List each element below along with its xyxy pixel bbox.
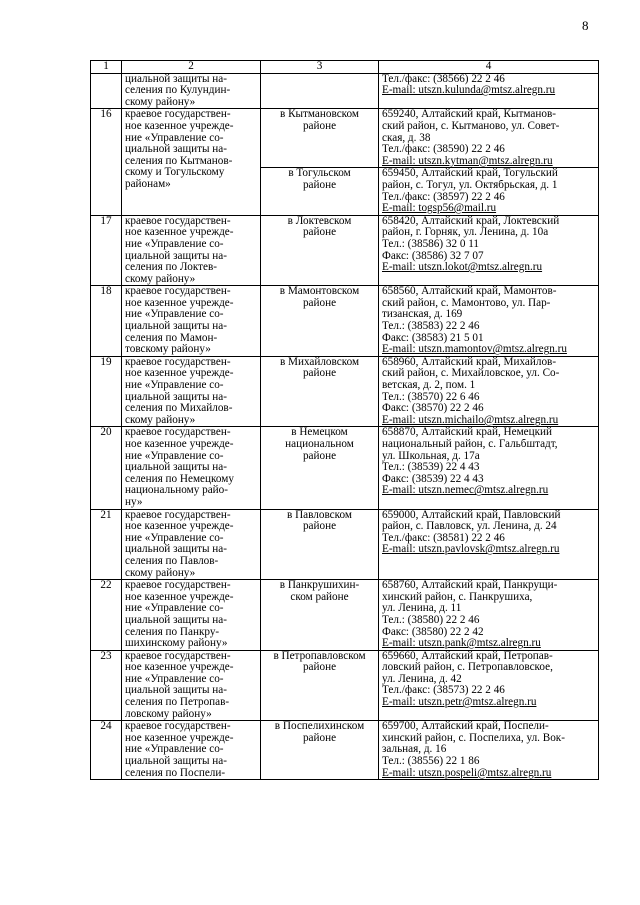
address-line: ул. Ленина, д. 42 (382, 673, 462, 685)
territory-line: ском районе (290, 591, 349, 603)
address-line: хинский район, с. Панкрушиха, (382, 591, 533, 603)
table-row (91, 721, 599, 780)
territory-line: в Петропавловском (273, 650, 366, 662)
email-line: E-mail: utszn.michailo@mtsz.alregn.ru (382, 414, 559, 426)
address-cell (379, 721, 599, 780)
organization-line: краевое государствен- (125, 215, 231, 227)
row-number-cell: 18 (91, 286, 122, 357)
organization-cell (122, 286, 261, 357)
organization-line: циальной защиты на- (125, 391, 227, 403)
address-cell (379, 356, 599, 427)
address-line: 659000, Алтайский край, Павловский (382, 509, 561, 521)
organization-cell (122, 215, 261, 286)
territory-cell (261, 73, 379, 109)
organization-line: циальной защиты на- (125, 462, 227, 474)
row-number-cell: 20 (91, 427, 122, 509)
organization-line: ное казенное учрежде- (125, 732, 234, 744)
territory-line: районе (302, 179, 337, 191)
organization-line: селения по Павлов- (125, 555, 219, 567)
territory-cell (261, 215, 379, 286)
organization-line: краевое государствен- (125, 109, 231, 121)
page-number: 8 (582, 18, 589, 33)
address-line: Тел.: (38539) 22 4 43 (382, 462, 480, 474)
territory-cell (261, 721, 379, 780)
organization-line: ну» (125, 496, 143, 508)
organization-line: селения по Поспели- (125, 767, 226, 779)
email-line: E-mail: utszn.mamontov@mtsz.alregn.ru (382, 344, 567, 356)
address-line: Факс: (38586) 32 7 07 (382, 250, 484, 262)
organization-line: ние «Управление со- (125, 744, 224, 756)
territory-line: в Кытмановском (279, 109, 359, 121)
address-line: зальная, д. 16 (382, 744, 447, 756)
address-line: национальный район, с. Гальбштадт, (382, 439, 558, 450)
address-line: ский район, с. Михайловское, ул. Со- (382, 368, 560, 380)
organization-line: краевое государствен- (125, 721, 231, 733)
organization-line: селения по Кытманов- (125, 155, 233, 167)
header-row (91, 61, 599, 74)
territory-line: в Павловском (287, 509, 352, 521)
organization-line: скому району» (125, 414, 196, 426)
address-line: Тел.: (38570) 22 6 46 (382, 391, 480, 403)
territory-line: в Поспелихинском (274, 721, 365, 733)
row-number-cell: 22 (91, 580, 122, 651)
email-line: E-mail: utszn.pavlovsk@mtsz.alregn.ru (382, 544, 560, 556)
organization-line: циальной защиты на- (125, 321, 227, 333)
organization-cell (122, 650, 261, 721)
address-line: ский район, с. Мамонтово, ул. Пар- (382, 297, 551, 309)
address-line: 659450, Алтайский край, Тогульский (382, 168, 558, 180)
email-line: E-mail: utszn.nemec@mtsz.alregn.ru (382, 485, 549, 497)
address-line: 658560, Алтайский край, Мамонтов- (382, 286, 557, 298)
organization-line: скому и Тогульскому (125, 167, 225, 179)
column-number-4: 4 (379, 61, 599, 74)
territory-line: в Немецком (291, 427, 348, 439)
table-row (91, 73, 599, 109)
address-line: Тел.: (38583) 22 2 46 (382, 321, 480, 333)
row-number-cell: 16 (91, 109, 122, 215)
address-line: 658960, Алтайский край, Михайлов- (382, 356, 557, 368)
organization-cell (122, 509, 261, 580)
address-line: тизанская, д. 169 (382, 309, 463, 321)
address-line: Тел./факс: (38581) 22 2 46 (382, 532, 505, 544)
address-cell (379, 73, 599, 109)
organization-line: ное казенное учрежде- (125, 521, 234, 533)
organization-line: селения по Локтев- (125, 262, 217, 274)
territory-line: районе (302, 732, 337, 744)
organization-line: скому району» (125, 567, 196, 579)
address-line: Факс: (38539) 22 4 43 (382, 473, 484, 485)
organization-line: ловскому району» (125, 708, 212, 720)
organization-line: скому району» (125, 96, 196, 108)
territory-cell (261, 650, 379, 721)
organization-line: краевое государствен- (125, 427, 231, 439)
organization-line: товскому району» (125, 344, 211, 356)
territory-line: в Локтевском (287, 215, 352, 227)
organization-line: ние «Управление со- (125, 532, 224, 544)
institutions-table (90, 60, 599, 780)
territory-line: районе (302, 120, 337, 132)
organization-line: циальной защиты на- (125, 544, 227, 556)
territory-cell (261, 109, 379, 168)
territory-line: в Мамонтовском (279, 286, 360, 298)
table-row (91, 215, 599, 286)
organization-line: селения по Кулундин- (125, 85, 231, 97)
organization-line: ное казенное учрежде- (125, 120, 234, 132)
email-line: E-mail: utszn.lokot@mtsz.alregn.ru (382, 262, 543, 274)
organization-line: ние «Управление со- (125, 132, 224, 144)
organization-line: ние «Управление со- (125, 673, 224, 685)
organization-line: ное казенное учрежде- (125, 591, 234, 603)
address-line: ский район, с. Кытманово, ул. Совет- (382, 120, 560, 132)
table-row (91, 580, 599, 651)
table-row (91, 356, 599, 427)
address-line: ская, д. 38 (382, 132, 431, 144)
territory-line: районе (302, 297, 337, 309)
address-line: Тел./факс: (38566) 22 2 46 (382, 73, 505, 85)
address-line: ветская, д. 2, пом. 1 (382, 380, 476, 392)
territory-line: национальном (285, 439, 354, 450)
address-cell (379, 650, 599, 721)
address-line: Тел.: (38586) 32 0 11 (382, 238, 480, 250)
address-line: Тел./факс: (38597) 22 2 46 (382, 191, 505, 203)
address-line: ул. Ленина, д. 11 (382, 603, 462, 615)
table-row (91, 650, 599, 721)
address-cell (379, 427, 599, 509)
row-number-cell: 24 (91, 721, 122, 780)
table-body (91, 61, 599, 780)
organization-line: циальной защиты на- (125, 73, 227, 85)
email-line: E-mail: utszn.kytman@mtsz.alregn.ru (382, 155, 553, 167)
organization-line: краевое государствен- (125, 509, 231, 521)
organization-line: ное казенное учрежде- (125, 662, 234, 674)
organization-cell (122, 427, 261, 509)
organization-line: циальной защиты на- (125, 685, 227, 697)
address-line: 658420, Алтайский край, Локтевский (382, 215, 560, 227)
address-cell (379, 580, 599, 651)
address-cell (379, 286, 599, 357)
table-row (91, 109, 599, 168)
organization-line: районам» (125, 178, 171, 190)
address-line: Факс: (38583) 21 5 01 (382, 332, 484, 344)
organization-line: циальной защиты на- (125, 756, 227, 768)
territory-line: в Михайловском (279, 356, 360, 368)
address-line: ул. Школьная, д. 17а (382, 450, 480, 462)
row-number-cell (91, 73, 122, 109)
address-line: Тел./факс: (38573) 22 2 46 (382, 685, 505, 697)
organization-line: селения по Немецкому (125, 473, 234, 485)
territory-line: в Тогульском (288, 168, 351, 180)
address-line: 658870, Алтайский край, Немецкий (382, 427, 553, 439)
address-line: Тел.: (38580) 22 2 46 (382, 614, 480, 626)
organization-line: селения по Панкру- (125, 626, 220, 638)
organization-line: шихинскому району» (125, 638, 228, 650)
address-line: 659700, Алтайский край, Поспели- (382, 721, 549, 733)
territory-cell (261, 580, 379, 651)
address-line: ловский район, с. Петропавловское, (382, 662, 553, 674)
territory-line: районе (302, 450, 337, 462)
organization-line: краевое государствен- (125, 286, 231, 298)
organization-line: ние «Управление со- (125, 450, 224, 462)
organization-cell (122, 356, 261, 427)
territory-line: районе (302, 368, 337, 380)
territory-line: районе (302, 227, 337, 239)
organization-line: селения по Петропав- (125, 697, 230, 709)
territory-cell (261, 509, 379, 580)
email-line: E-mail: utszn.pospeli@mtsz.alregn.ru (382, 767, 552, 779)
email-line: E-mail: togsp56@mail.ru (382, 203, 497, 215)
column-number-1: 1 (91, 61, 122, 74)
address-line: район, с. Павловск, ул. Ленина, д. 24 (382, 521, 557, 533)
row-number-cell: 19 (91, 356, 122, 427)
address-line: 659240, Алтайский край, Кытманов- (382, 109, 556, 121)
table-row (91, 286, 599, 357)
table-row (91, 427, 599, 509)
address-line: Факс: (38580) 22 2 42 (382, 626, 484, 638)
organization-line: ное казенное учрежде- (125, 227, 234, 239)
organization-line: циальной защиты на- (125, 250, 227, 262)
organization-cell (122, 109, 261, 215)
row-number-cell: 17 (91, 215, 122, 286)
address-line: район, с. Тогул, ул. Октябрьская, д. 1 (382, 179, 558, 191)
organization-line: ние «Управление со- (125, 380, 224, 392)
organization-line: ное казенное учрежде- (125, 439, 234, 450)
column-number-3: 3 (261, 61, 379, 74)
organization-line: ние «Управление со- (125, 238, 224, 250)
organization-cell (122, 73, 261, 109)
organization-line: ние «Управление со- (125, 603, 224, 615)
table-row (91, 509, 599, 580)
territory-line: районе (302, 521, 337, 533)
organization-line: скому району» (125, 273, 196, 285)
email-line: E-mail: utszn.petr@mtsz.alregn.ru (382, 697, 537, 709)
organization-line: циальной защиты на- (125, 614, 227, 626)
address-line: 658760, Алтайский край, Панкрущи- (382, 580, 558, 592)
address-cell (379, 109, 599, 168)
territory-cell (261, 168, 379, 215)
organization-line: циальной защиты на- (125, 144, 227, 156)
territory-line: районе (302, 662, 337, 674)
territory-cell (261, 356, 379, 427)
organization-line: краевое государствен- (125, 650, 231, 662)
organization-line: селения по Мамон- (125, 332, 218, 344)
organization-line: национальному райо- (125, 485, 228, 497)
address-cell (379, 168, 599, 215)
territory-line: в Панкрушихин- (279, 580, 360, 592)
row-number-cell: 21 (91, 509, 122, 580)
address-line: Тел.: (38556) 22 1 86 (382, 756, 480, 768)
address-line: 659660, Алтайский край, Петропав- (382, 650, 553, 662)
address-cell (379, 509, 599, 580)
address-cell (379, 215, 599, 286)
email-line: E-mail: utszn.kulunda@mtsz.alregn.ru (382, 85, 556, 97)
address-line: хинский район, с. Поспелиха, ул. Вок- (382, 732, 565, 744)
column-number-2: 2 (122, 61, 261, 74)
email-line: E-mail: utszn.pank@mtsz.alregn.ru (382, 638, 541, 650)
address-line: Тел./факс: (38590) 22 2 46 (382, 144, 505, 156)
address-line: район, г. Горняк, ул. Ленина, д. 10а (382, 227, 549, 239)
territory-cell (261, 286, 379, 357)
organization-line: краевое государствен- (125, 580, 231, 592)
organization-line: селения по Михайлов- (125, 403, 233, 415)
organization-line: ное казенное учрежде- (125, 368, 234, 380)
organization-line: ние «Управление со- (125, 309, 224, 321)
row-number-cell: 23 (91, 650, 122, 721)
organization-line: краевое государствен- (125, 356, 231, 368)
organization-line: ное казенное учрежде- (125, 297, 234, 309)
organization-cell (122, 580, 261, 651)
territory-cell (261, 427, 379, 509)
address-line: Факс: (38570) 22 2 46 (382, 403, 484, 415)
organization-cell (122, 721, 261, 780)
